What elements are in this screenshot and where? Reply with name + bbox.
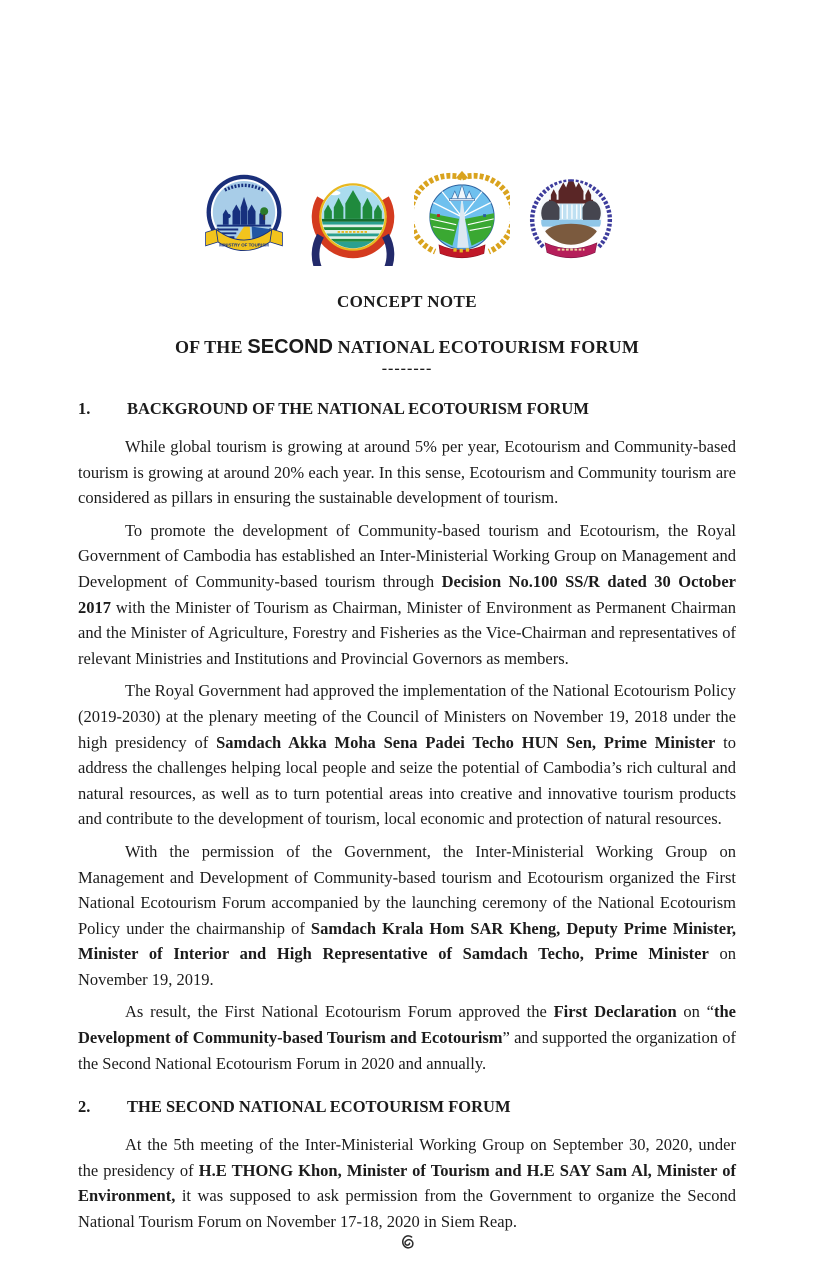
divider-dashes: -------- — [381, 360, 433, 377]
page-number — [416, 1232, 417, 1233]
tourism-ribbon-text: MINISTRY OF TOURISM — [218, 242, 269, 248]
section-1-number: 1. — [78, 399, 91, 418]
page-footer — [0, 1232, 814, 1254]
khmer-numeral-one-icon — [399, 1232, 416, 1254]
document-title: CONCEPT NOTE — [336, 292, 478, 311]
text-run: As result, the First National Ecotourism Forum approved the — [125, 1002, 554, 1022]
section-2-number: 2. — [78, 1097, 91, 1117]
text-run: with the Minister of Tourism as Chairman, Minister of Environment as Permanent Chairman and the Minister of Agriculture, Forestry and Fisheries as the Vice-Chairman and representatives of relevant Ministries and Institutions and Provincial Governors as members. — [78, 597, 736, 668]
bold-run-first-declaration: First Declaration — [553, 1002, 677, 1022]
bold-run-declaration-title: the Development of Community-based Tourism and Ecotourism — [78, 1002, 736, 1048]
text-run: to address the challenges helping local people and seize the potential of Cambodia’s rich cultural and natural resources, as well as to turn potential areas into creative and innovative tourism products and contribute to the development of tourism, local economic and protection of natural resources. — [78, 732, 736, 829]
text-run: on November 19, 2019. — [78, 944, 737, 989]
section-1-heading — [78, 399, 736, 419]
section-2-heading — [78, 1097, 736, 1117]
text-run: With the permission of the Government, the Inter-Ministerial Working Group on Management and Development of Community-based tourism and Ecotourism organized the First National Ecotourism Forum accompanied by the launching ceremony of the National Ecotourism Policy under the chairmanship of — [78, 841, 736, 938]
subtitle-emphasis: SECOND — [247, 336, 333, 358]
subtitle-suffix: NATIONAL ECOTOURISM FORUM — [332, 337, 640, 357]
paragraph-declaration — [78, 999, 736, 1076]
ministry-of-tourism-icon — [196, 168, 292, 266]
paragraph-growth — [78, 434, 736, 511]
ministry-of-environment-icon — [305, 168, 401, 266]
ministry-emblem-logo — [523, 168, 619, 266]
ministry-of-environment-logo — [305, 168, 401, 266]
paragraph-working-group — [78, 518, 736, 672]
subtitle-prefix: OF THE — [174, 337, 248, 357]
section-background — [78, 399, 736, 1076]
text-run: it was supposed to ask permission from the Government to organize the Second National Tourism Forum on November 17-18, 2020 in Siem Reap. — [78, 1186, 736, 1232]
paragraph-fifth-meeting — [78, 1132, 736, 1234]
text-run: While global tourism is growing at around 5% per year, Ecotourism and Community-based tourism is growing at around 20% each year. In this sense, Ecotourism and Community tourism are considered as pillars in ensuring the sustainable development of tourism. — [78, 437, 736, 508]
paragraph-policy-approval — [78, 678, 736, 832]
text-run: ” and supported the organization of the Second National Ecotourism Forum in 2020 and annually. — [78, 1028, 736, 1073]
text-run: To promote the development of Community-based tourism and Ecotourism, the Royal Government of Cambodia has established an Inter-Ministerial Working Group on Management and Development of Community-based tourism through — [78, 520, 736, 591]
text-run: on “ — [676, 1002, 714, 1022]
section-second-forum — [78, 1097, 736, 1234]
bold-run-decision: Decision No.100 SS/R dated 30 October 2017 — [78, 571, 736, 617]
ministry-of-agriculture-forestry-fisheries-logo — [414, 168, 510, 266]
ministry-of-agriculture-icon — [414, 168, 510, 266]
ministry-emblem-icon — [523, 168, 619, 266]
ministry-logos-row — [78, 168, 736, 266]
text-run: The Royal Government had approved the implementation of the National Ecotourism Policy (2019-2030) at the plenary meeting of the Council of Ministers on November 19, 2018 under the high presidency of — [78, 681, 736, 752]
bold-run-deputy-pm: Samdach Krala Hom SAR Kheng, Deputy Prime Minister, Minister of Interior and High Representative of Samdach Techo, Prime Minister — [78, 918, 737, 964]
document-subtitle — [78, 336, 736, 359]
text-run: At the 5th meeting of the Inter-Ministerial Working Group on September 30, 2020, under the presidency of — [78, 1135, 736, 1180]
section-2-title: THE SECOND NATIONAL ECOTOURISM FORUM — [127, 1097, 511, 1117]
paragraph-first-forum — [78, 839, 736, 993]
ministry-of-tourism-logo — [196, 168, 292, 266]
section-1-title: BACKGROUND OF THE NATIONAL ECOTOURISM FORUM — [127, 399, 589, 418]
bold-run-ministers: H.E THONG Khon, Minister of Tourism and H.E SAY Sam Al, Minister of Environment, — [78, 1160, 736, 1206]
bold-run-prime-minister: Samdach Akka Moha Sena Padei Techo HUN Sen, Prime Minister — [216, 732, 716, 752]
